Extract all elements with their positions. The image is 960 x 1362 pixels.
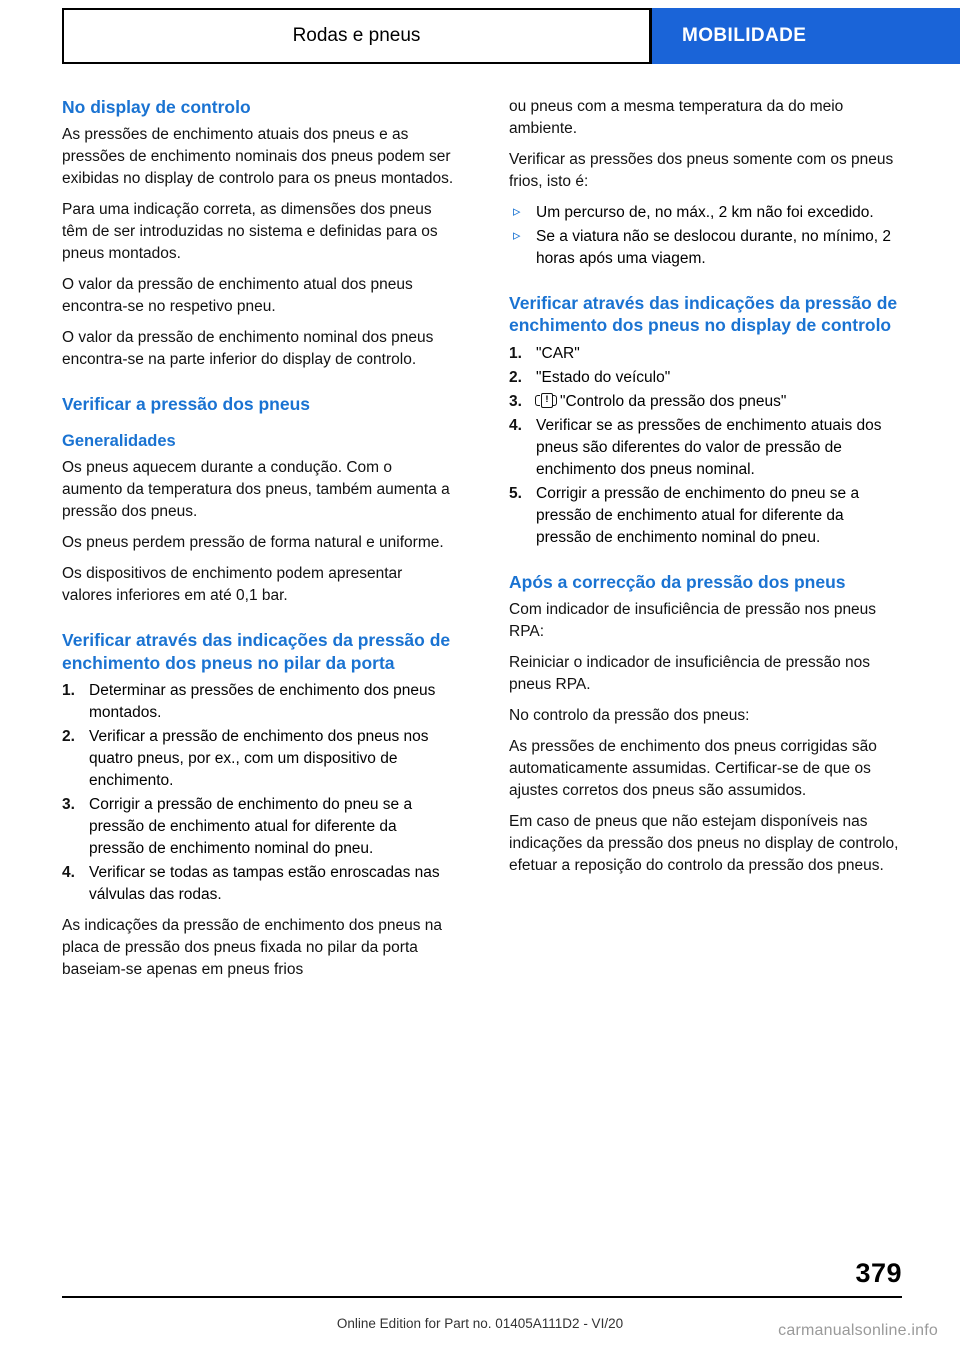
paragraph-left-1: As pressões de enchimento atuais dos pneus e as pressões de enchimento nominais dos pneus podem ser exibidas no display de controlo para os pneus montados. xyxy=(62,126,454,188)
list-item: "CAR" xyxy=(536,344,580,362)
paragraph-right-2: Verificar as pressões dos pneus somente com os pneus frios, isto é: xyxy=(509,151,894,190)
list-item: "Estado do veículo" xyxy=(536,368,671,386)
paragraph-right-1: ou pneus com a mesma temperatura da do meio ambiente. xyxy=(509,98,844,137)
header-section-title: MOBILIDADE xyxy=(652,8,960,64)
list-item: Corrigir a pressão de enchimento do pneu se a pressão de enchimento atual for diferente da pressão de enchimento nominal do pneu. xyxy=(536,484,860,546)
list-steps-display-de-controlo xyxy=(509,343,902,549)
paragraph-right-7: Em caso de pneus que não estejam disponíveis nas indicações da pressão dos pneus no display de controlo, efetuar a reposição do controlo da pressão dos pneus. xyxy=(509,813,899,875)
paragraph-left-2: Para uma indicação correta, as dimensões dos pneus têm de ser introduzidas no sistema e definidas para os pneus montados. xyxy=(62,201,438,263)
content-columns xyxy=(62,96,902,990)
paragraph-left-4: O valor da pressão de enchimento nominal dos pneus encontra-se na parte inferior do display de controlo. xyxy=(62,329,434,369)
paragraph-right-4: Reiniciar o indicador de insuficiência de pressão nos pneus RPA. xyxy=(509,654,871,694)
list-item: ▹ Um percurso de, no máx., 2 km não foi excedido. xyxy=(509,202,902,224)
paragraph-left-5: Os pneus aquecem durante a condução. Com o aumento da temperatura dos pneus, também aumenta a pressão dos pneus. xyxy=(62,459,450,521)
right-column xyxy=(509,96,902,990)
watermark: carmanualsonline.info xyxy=(778,1322,938,1339)
list-steps-pilar-da-porta xyxy=(62,680,455,906)
paragraph-left-7: Os dispositivos de enchimento podem apresentar valores inferiores em até 0,1 bar. xyxy=(62,565,403,605)
paragraph-right-3: Com indicador de insuficiência de pressão nos pneus RPA: xyxy=(509,601,877,641)
heading-apos-a-correccao: Após a correcção da pressão dos pneus xyxy=(509,571,846,592)
list-bullets-pneus-frios xyxy=(509,202,902,270)
list-item: Verificar se todas as tampas estão enroscadas nas válvulas das rodas. xyxy=(89,863,440,903)
heading-no-display-de-controlo: No display de controlo xyxy=(62,97,251,117)
list-item: Verificar a pressão de enchimento dos pneus nos quatro pneus, por ex., com um dispositivo de enchimento. xyxy=(89,727,429,789)
list-item: Determinar as pressões de enchimento dos pneus montados. xyxy=(89,681,436,721)
list-item: ▹ Se a viatura não se deslocou durante, no mínimo, 2 horas após uma viagem. xyxy=(509,226,902,270)
list-item-label: "Controlo da pressão dos pneus" xyxy=(560,392,787,410)
warning-triangle-icon xyxy=(536,393,556,408)
heading-verificar-display-de-controlo: Verificar através das indicações da pressão de enchimento dos pneus no display de controlo xyxy=(509,293,898,336)
paragraph-right-6: As pressões de enchimento dos pneus corrigidas são automaticamente assumidas. Certificar-se de que os ajustes corretos dos pneus são assumidos. xyxy=(509,738,877,800)
header-chapter-title: Rodas e pneus xyxy=(62,8,652,64)
paragraph-left-3: O valor da pressão de enchimento atual dos pneus encontra-se no respetivo pneu. xyxy=(62,276,413,316)
heading-generalidades: Generalidades xyxy=(62,431,176,450)
page-number: 379 xyxy=(855,1258,902,1288)
list-item: Verificar se as pressões de enchimento atuais dos pneus são diferentes do valor de pressão de enchimento dos pneus nominal. xyxy=(536,416,882,478)
list-item-with-icon xyxy=(509,391,902,413)
paragraph-right-5: No controlo da pressão dos pneus: xyxy=(509,707,750,725)
footer-divider xyxy=(62,1296,902,1298)
heading-verificar-pilar-da-porta: Verificar através das indicações da pressão de enchimento dos pneus no pilar da porta xyxy=(62,630,451,673)
left-column xyxy=(62,96,455,990)
warning-bang-label: ! xyxy=(541,393,553,408)
paragraph-left-8: As indicações da pressão de enchimento dos pneus na placa de pressão dos pneus fixada no pilar da porta baseiam-se apenas em pneus frios xyxy=(62,916,442,978)
list-item: Corrigir a pressão de enchimento do pneu se a pressão de enchimento atual for diferente da pressão de enchimento nominal do pneu. xyxy=(89,795,413,857)
footer-note: Online Edition for Part no. 01405A111D2 - VI/20 xyxy=(336,1316,624,1331)
heading-verificar-a-pressao-dos-pneus: Verificar a pressão dos pneus xyxy=(62,394,311,415)
paragraph-left-6: Os pneus perdem pressão de forma natural e uniforme. xyxy=(62,534,444,552)
page-header xyxy=(62,8,960,64)
